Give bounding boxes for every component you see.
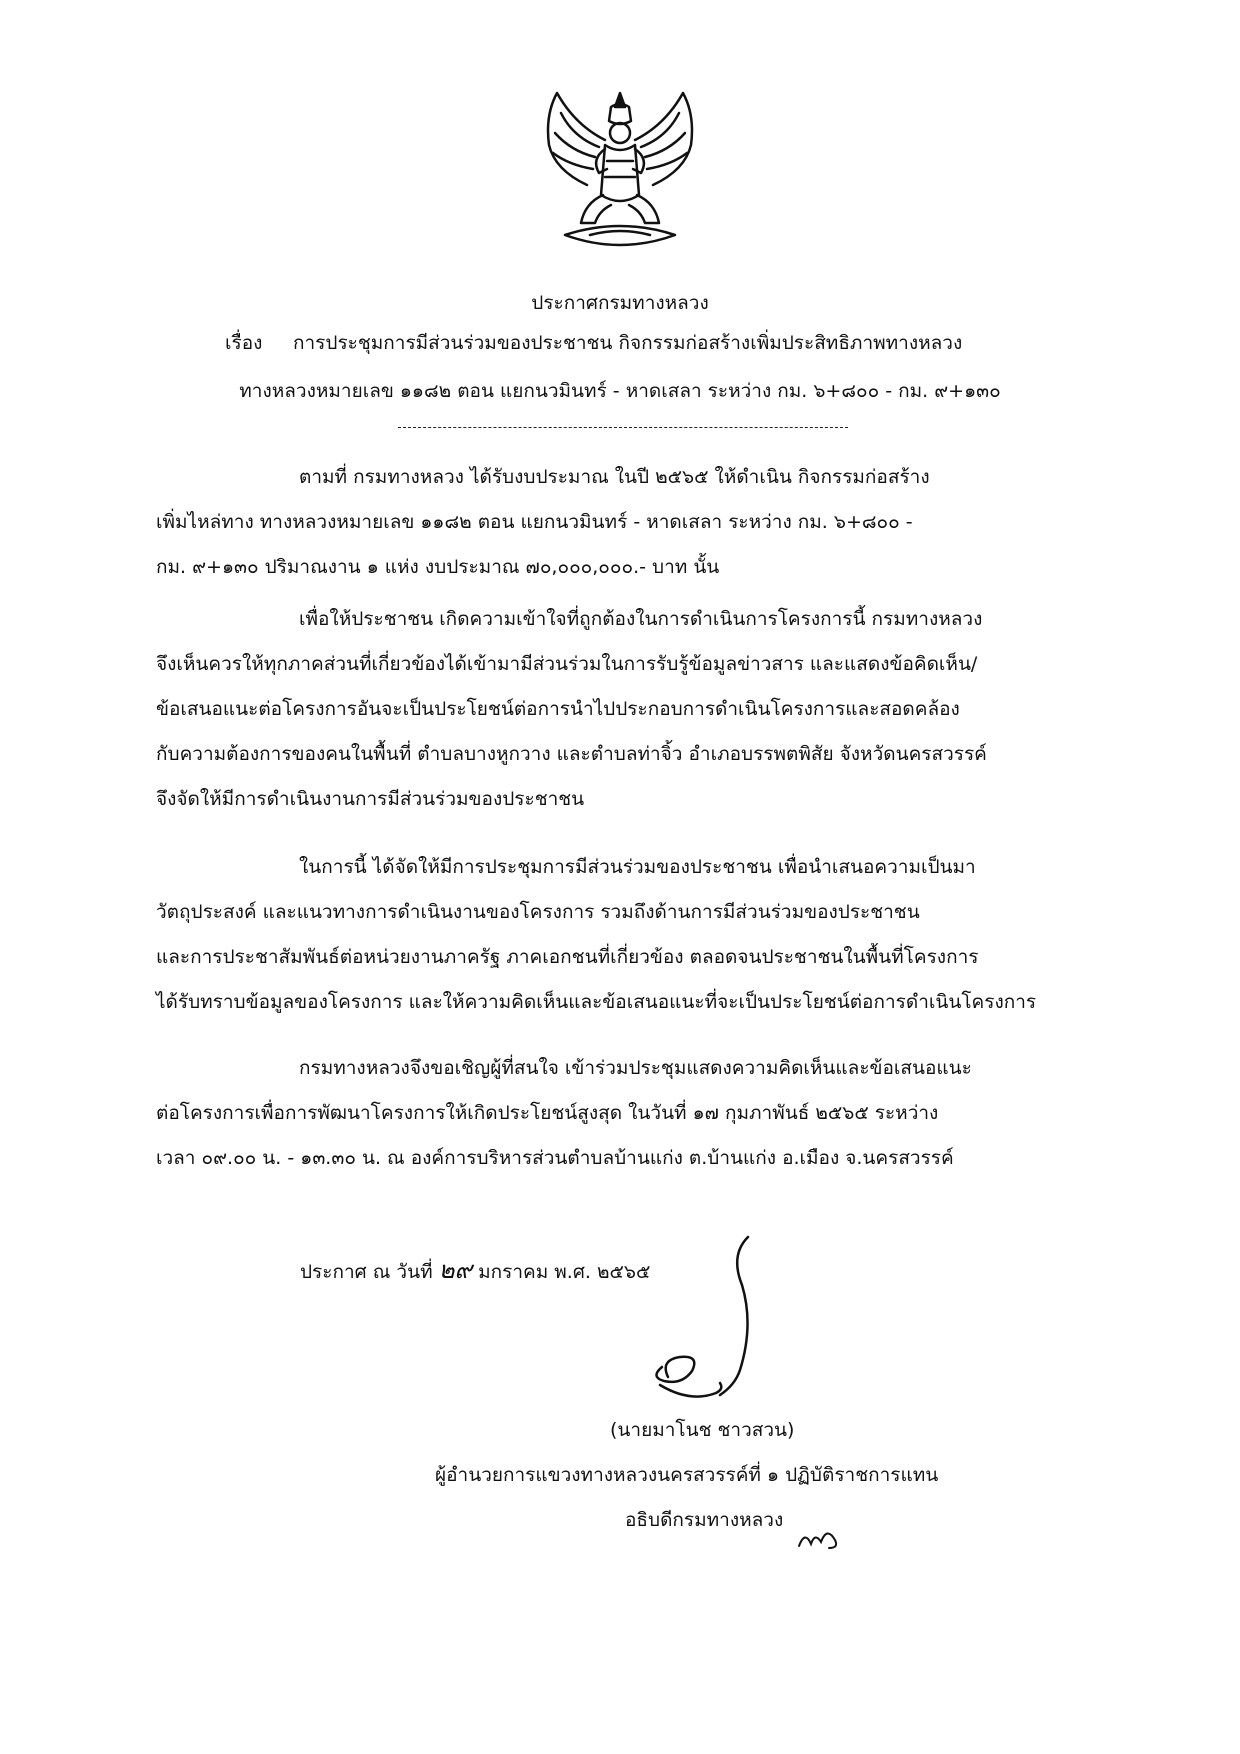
signatory-name: (นายมาโนช ชาวสวน) <box>610 1419 795 1441</box>
paragraph-line: จึงเห็นควรให้ทุกภาคส่วนที่เกี่ยวข้องได้เข้ามามีส่วนร่วมในการรับรู้ข้อมูลข่าวสาร และแสดงข้อคิดเห็น/ <box>156 653 978 675</box>
subject-label: เรื่อง <box>225 332 263 354</box>
paragraph-line: เพื่อให้ประชาชน เกิดความเข้าใจที่ถูกต้องในการดำเนินการโครงการนี้ กรมทางหลวง <box>299 608 983 630</box>
declaration-month-year: มกราคม พ.ศ. ๒๕๖๕ <box>478 1261 651 1283</box>
handwritten-signature <box>620 1235 820 1435</box>
paragraph-invitation <box>156 1046 1096 1181</box>
paragraph-line: ต่อโครงการเพื่อการพัฒนาโครงการให้เกิดประโยชน์สูงสุด ในวันที่ ๑๗ กุมภาพันธ์ ๒๕๖๕ ระหว่าง <box>156 1102 939 1124</box>
paragraph-line: กับความต้องการของคนในพื้นที่ ตำบลบางหูกวาง และตำบลท่าจิ้ว อำเภอบรรพตพิสัย จังหวัดนครสวรรค์ <box>156 743 987 765</box>
document-title: ประกาศกรมทางหลวง <box>531 292 709 314</box>
subject-line-continued: ทางหลวงหมายเลข ๑๑๘๒ ตอน แยกนวมินทร์ - หาดเสลา ระหว่าง กม. ๖+๘๐๐ - กม. ๙+๑๓๐ <box>239 380 1001 402</box>
paragraph-line: วัตถุประสงค์ และแนวทางการดำเนินงานของโครงการ รวมถึงด้านการมีส่วนร่วมของประชาชน <box>156 901 920 923</box>
paragraph-line: และการประชาสัมพันธ์ต่อหน่วยงานภาครัฐ ภาคเอกชนที่เกี่ยวข้อง ตลอดจนประชาชนในพื้นที่โครงการ <box>156 946 979 968</box>
paragraph-meeting <box>156 845 1096 1025</box>
paragraph-line: เวลา ๐๙.๐๐ น. - ๑๓.๓๐ น. ณ องค์การบริหารส่วนตำบลบ้านแก่ง ต.บ้านแก่ง อ.เมือง จ.นครสวรรค์ <box>156 1147 954 1169</box>
declaration-date <box>300 1250 650 1289</box>
subject-text: การประชุมการมีส่วนร่วมของประชาชน กิจกรรมก่อสร้างเพิ่มประสิทธิภาพทางหลวง <box>293 332 963 354</box>
handwritten-initials <box>795 1522 843 1552</box>
paragraph-line: กม. ๙+๑๓๐ ปริมาณงาน ๑ แห่ง งบประมาณ ๗๐,๐๐๐,๐๐๐.- บาท นั้น <box>156 556 720 578</box>
paragraph-line: เพิ่มไหล่ทาง ทางหลวงหมายเลข ๑๑๘๒ ตอน แยกนวมินทร์ - หาดเสลา ระหว่าง กม. ๖+๘๐๐ - <box>156 511 913 533</box>
paragraph-line: ตามที่ กรมทางหลวง ได้รับงบประมาณ ในปี ๒๕๖๕ ให้ดำเนิน กิจกรรมก่อสร้าง <box>299 466 930 488</box>
paragraph-line: จึงจัดให้มีการดำเนินงานการมีส่วนร่วมของประชาชน <box>156 788 585 810</box>
paragraph-budget <box>156 455 1096 590</box>
paragraph-line: กรมทางหลวงจึงขอเชิญผู้ที่สนใจ เข้าร่วมประชุมแสดงความคิดเห็นและข้อเสนอแนะ <box>299 1057 972 1079</box>
paragraph-line: ข้อเสนอแนะต่อโครงการอันจะเป็นประโยชน์ต่อการนำไปประกอบการดำเนินโครงการและสอดคล้อง <box>156 698 960 720</box>
divider <box>398 427 848 428</box>
declaration-prefix: ประกาศ ณ วันที่ <box>300 1261 433 1283</box>
garuda-emblem-icon <box>535 85 705 260</box>
declaration-day: ๒๙ <box>438 1256 473 1284</box>
paragraph-purpose <box>156 597 1096 822</box>
subject-line <box>225 328 962 358</box>
paragraph-line: ได้รับทราบข้อมูลของโครงการ และให้ความคิดเห็นและข้อเสนอแนะที่จะเป็นประโยชน์ต่อการดำเนินโครงการ <box>156 991 1037 1013</box>
signatory-position: ผู้อำนวยการแขวงทางหลวงนครสวรรค์ที่ ๑ ปฏิบัติราชการแทน <box>435 1464 939 1486</box>
paragraph-line: ในการนี้ ได้จัดให้มีการประชุมการมีส่วนร่วมของประชาชน เพื่อนำเสนอความเป็นมา <box>299 856 976 878</box>
signatory-title: อธิบดีกรมทางหลวง <box>625 1509 784 1531</box>
